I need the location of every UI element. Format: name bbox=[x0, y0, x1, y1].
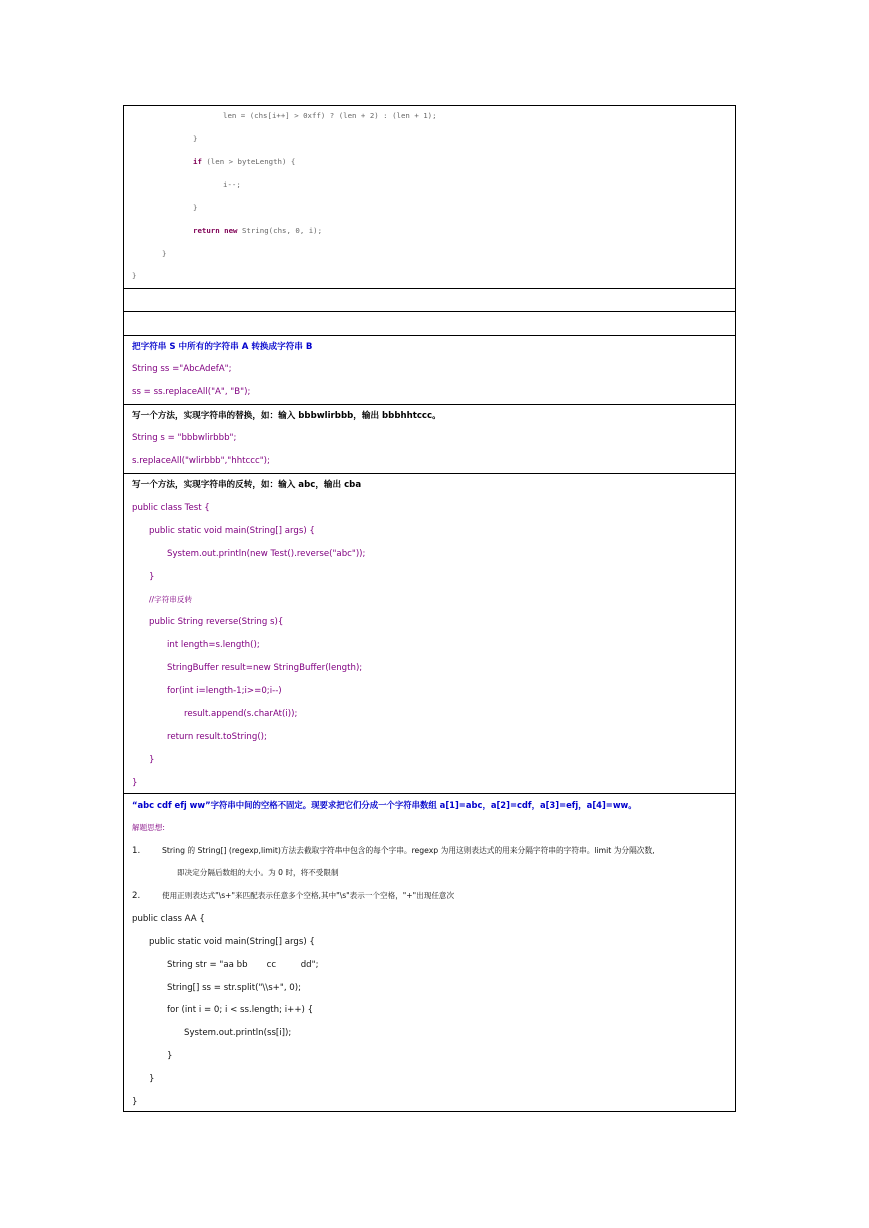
code-line: } bbox=[193, 203, 198, 212]
keyword-return: return bbox=[193, 226, 220, 235]
replace-section bbox=[124, 336, 735, 405]
code-line: public static void main(String[] args) { bbox=[149, 526, 315, 536]
empty-cell bbox=[124, 312, 735, 336]
code-line bbox=[193, 156, 295, 168]
code-line bbox=[193, 225, 322, 237]
code-line: String[] ss = str.split("\\s+", 0); bbox=[167, 983, 302, 993]
section-title: 写一个方法，实现字符串的替换，如：输入 bbbwlirbbb，输出 bbbhhtccc。 bbox=[132, 411, 441, 421]
code-line: i--; bbox=[223, 180, 241, 189]
code-line: int length=s.length(); bbox=[167, 640, 260, 650]
code-line: String ss ="AbcAdefA"; bbox=[132, 364, 232, 374]
list-number: 2. bbox=[132, 891, 141, 901]
list-text-cont: 即决定分隔后数组的大小。为 0 时，将不受限制 bbox=[177, 868, 339, 877]
document-table bbox=[123, 105, 736, 1112]
code-line: public class Test { bbox=[132, 503, 210, 513]
split-section bbox=[124, 794, 735, 1113]
code-line: System.out.println(new Test().reverse("abc")); bbox=[167, 549, 366, 559]
code-line: public String reverse(String s){ bbox=[149, 617, 284, 627]
code-line: } bbox=[149, 755, 155, 765]
list-number: 1. bbox=[132, 846, 141, 856]
code-line: } bbox=[149, 1074, 155, 1084]
code-line: } bbox=[149, 572, 155, 582]
code-line: public static void main(String[] args) { bbox=[149, 937, 315, 947]
code-line: result.append(s.charAt(i)); bbox=[184, 709, 298, 719]
code-line: } bbox=[132, 1097, 138, 1107]
code-line: } bbox=[167, 1051, 173, 1061]
code-line: ss = ss.replaceAll("A", "B"); bbox=[132, 387, 251, 397]
list-text: String 的 String[] (regexp,limit)方法去截取字符串中包含的每个字串。regexp 为用这则表达式的用来分隔字符串的字符串。limit 为分隔次数, bbox=[162, 846, 655, 855]
code-line: String s = "bbbwlirbbb"; bbox=[132, 433, 237, 443]
code-line: } bbox=[162, 249, 167, 258]
code-line: for(int i=length-1;i>=0;i--) bbox=[167, 686, 282, 696]
replace2-section bbox=[124, 405, 735, 474]
reverse-section bbox=[124, 474, 735, 794]
list-text: 使用正则表达式"\s+"来匹配表示任意多个空格,其中"\s"表示一个空格，"+"出现任意次 bbox=[162, 891, 455, 900]
idea-label: 解题思想: bbox=[132, 823, 165, 832]
code-comment: //字符串反转 bbox=[149, 595, 193, 604]
section-title: 把字符串 S 中所有的字符串 A 转换成字符串 B bbox=[132, 342, 313, 352]
keyword-if: if bbox=[193, 157, 202, 166]
code-line: for (int i = 0; i < ss.length; i++) { bbox=[167, 1005, 314, 1015]
code-line: System.out.println(ss[i]); bbox=[184, 1028, 292, 1038]
code-line: StringBuffer result=new StringBuffer(length); bbox=[167, 663, 363, 673]
code-line: len = (chs[i++] > 0xff) ? (len + 2) : (len + 1); bbox=[223, 111, 437, 120]
section-title: “abc cdf efj ww”字符串中间的空格不固定。现要求把它们分成一个字符串数组 a[1]=abc，a[2]=cdf，a[3]=efj，a[4]=ww。 bbox=[132, 800, 637, 810]
code-cell bbox=[124, 106, 735, 289]
code-text: (len > byteLength) { bbox=[206, 157, 296, 166]
code-line: } bbox=[132, 271, 137, 280]
code-line: s.replaceAll("wlirbbb","hhtccc"); bbox=[132, 456, 270, 466]
keyword-new: new bbox=[224, 226, 238, 235]
code-line: } bbox=[193, 134, 198, 143]
code-line: public class AA { bbox=[132, 914, 205, 924]
empty-cell bbox=[124, 289, 735, 312]
code-line: String str = "aa bb cc dd"; bbox=[167, 960, 319, 970]
code-line: } bbox=[132, 778, 138, 788]
code-text: String(chs, 0, i); bbox=[241, 226, 323, 235]
section-title: 写一个方法，实现字符串的反转，如：输入 abc，输出 cba bbox=[132, 480, 362, 490]
code-line: return result.toString(); bbox=[167, 732, 267, 742]
